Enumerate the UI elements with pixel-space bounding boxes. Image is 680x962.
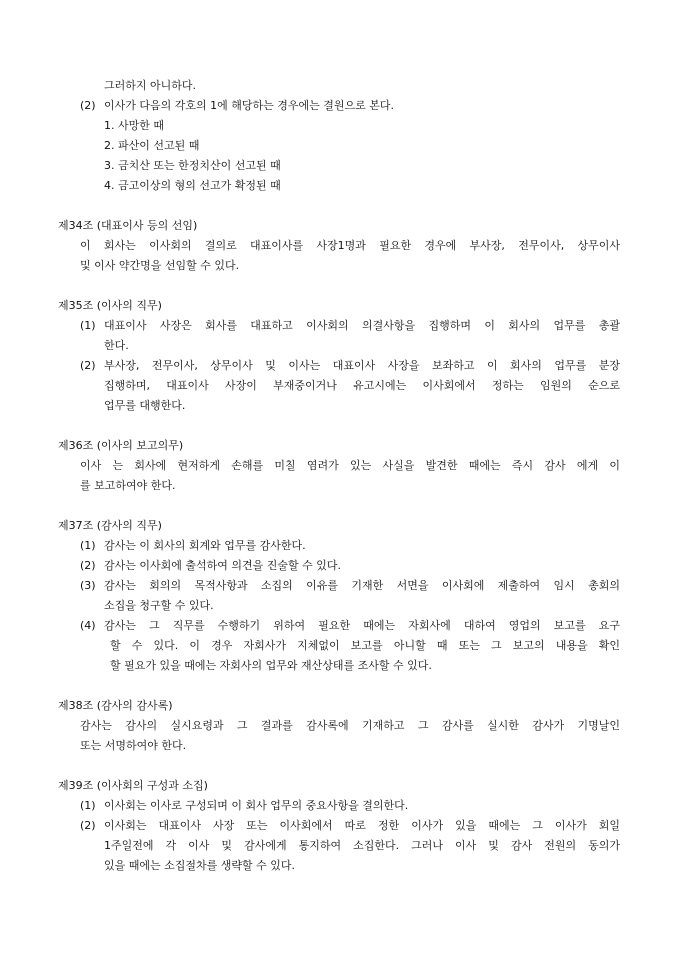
clause-text-continued: 업무를 대행한다. <box>104 399 186 412</box>
list-item: 2. 파산이 선고된 때 <box>104 139 200 152</box>
clause-2 <box>0 556 680 576</box>
article-title: 제37조 (감사의 직무) <box>58 519 162 532</box>
list-item: 1. 사망한 때 <box>104 119 164 132</box>
clause-number: (2) <box>80 99 96 112</box>
article-title: 제36조 (이사의 보고의무) <box>58 439 184 452</box>
article-text: 또는 서명하여야 한다. <box>80 739 187 752</box>
article-title: 제39조 (이사회의 구성과 소집) <box>58 779 208 792</box>
clause-number: (1) <box>80 799 96 812</box>
clause-text: 대표이사 사장은 회사를 대표하고 이사회의 의결사항을 집행하며 이 회사의 업무를 총괄 <box>104 319 620 332</box>
article-text: 이사 는 회사에 현저하게 손해를 미칠 염려가 있는 사실을 발견한 때에는 즉시 감사 에게 이 <box>80 459 620 472</box>
clause-1 <box>0 316 680 336</box>
clause-1 <box>0 796 680 816</box>
clause-text: 감사는 이 회사의 회계와 업무를 감사한다. <box>104 539 306 552</box>
clause-text: 감사는 회의의 목적사항과 소집의 이유를 기재한 서면을 이사회에 제출하여 임시 총회의 <box>104 579 620 592</box>
clause-number: (4) <box>80 619 96 632</box>
list-item: 4. 금고이상의 형의 선고가 확정된 때 <box>104 179 281 192</box>
clause-2 <box>0 816 680 836</box>
clause-1 <box>0 536 680 556</box>
article-title: 제35조 (이사의 직무) <box>58 299 162 312</box>
clause-text-continued: 집행하며, 대표이사 사장이 부재중이거나 유고시에는 이사회에서 정하는 임원의 순으로 <box>104 379 620 392</box>
clause-text: 이사회는 대표이사 사장 또는 이사회에서 따로 정한 이사가 있을 때에는 그 이사가 회일 <box>104 819 620 832</box>
clause-text-continued: 있을 때에는 소집절차를 생략할 수 있다. <box>104 859 295 872</box>
continuation-text: 그러하지 아니하다. <box>104 79 197 92</box>
article-text: 이 회사는 이사회의 결의로 대표이사를 사장1명과 필요한 경우에 부사장, 전무이사, 상무이사 <box>80 239 620 252</box>
clause-number: (1) <box>80 539 96 552</box>
clause-text-continued: 할 수 있다. 이 경우 자회사가 지체없이 보고를 아니할 때 또는 그 보고의 내용을 확인 <box>110 639 620 652</box>
clause-text: 감사는 이사회에 출석하여 의견을 진술할 수 있다. <box>104 559 341 572</box>
clause-text: 부사장, 전무이사, 상무이사 및 이사는 대표이사 사장을 보좌하고 이 회사의 업무를 분장 <box>104 359 620 372</box>
article-text: 및 이사 약간명을 선임할 수 있다. <box>80 259 240 272</box>
clause-number: (2) <box>80 559 96 572</box>
list-item: 3. 금치산 또는 한정치산이 선고된 때 <box>104 159 281 172</box>
clause-text: 이사회는 이사로 구성되며 이 회사 업무의 중요사항을 결의한다. <box>104 799 409 812</box>
article-title: 제38조 (감사의 감사록) <box>58 699 173 712</box>
clause-2 <box>0 96 680 116</box>
clause-4 <box>0 616 680 636</box>
clause-text-continued: 1주일전에 각 이사 및 감사에게 통지하여 소집한다. 그러나 이사 및 감사 전원의 동의가 <box>104 839 620 852</box>
clause-number: (3) <box>80 579 96 592</box>
clause-text: 이사가 다음의 각호의 1에 해당하는 경우에는 결원으로 본다. <box>104 99 394 112</box>
clause-text-continued: 한다. <box>104 339 129 352</box>
clause-text-continued: 소집을 청구할 수 있다. <box>104 599 214 612</box>
article-text: 감사는 감사의 실시요령과 그 결과를 감사록에 기재하고 그 감사를 실시한 감사가 기명날인 <box>80 719 620 732</box>
clause-number: (2) <box>80 819 96 832</box>
clause-text: 감사는 그 직무를 수행하기 위하여 필요한 때에는 자회사에 대하여 영업의 보고를 요구 <box>104 619 620 632</box>
clause-3 <box>0 576 680 596</box>
clause-2 <box>0 356 680 376</box>
article-title: 제34조 (대표이사 등의 선임) <box>58 219 198 232</box>
clause-number: (1) <box>80 319 96 332</box>
clause-number: (2) <box>80 359 96 372</box>
clause-text-continued: 할 필요가 있을 때에는 자회사의 업무와 재산상태를 조사할 수 있다. <box>110 659 432 672</box>
article-text: 를 보고하여야 한다. <box>80 479 176 492</box>
